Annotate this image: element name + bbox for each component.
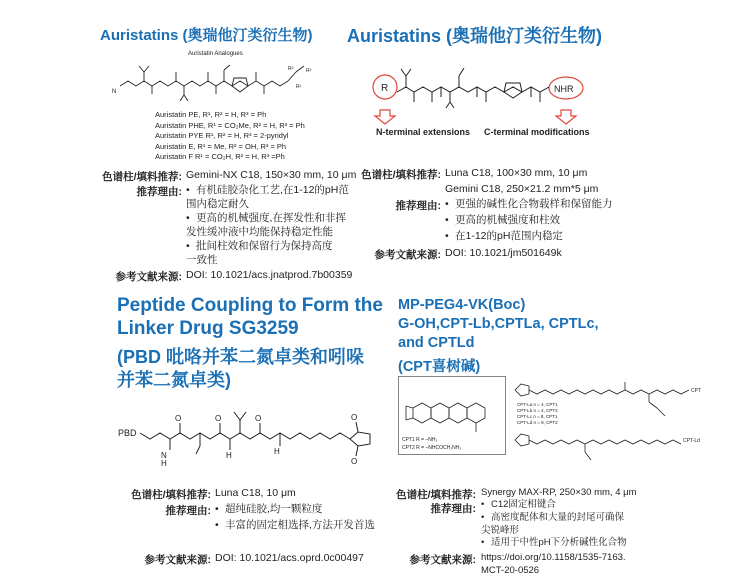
- reason-item: • 适用于中性pH下分析碱性化合物: [481, 537, 627, 548]
- svg-text:O: O: [351, 457, 358, 466]
- svg-text:N: N: [161, 451, 167, 460]
- reason-item: • 在1-12的pH范围内稳定: [445, 230, 563, 242]
- ref-label: 参考文献来源:: [409, 554, 476, 566]
- ref-value-line2: MCT-20-0526: [481, 565, 540, 576]
- cptl-label: CPT-Ld n = 8, CPT2: [517, 420, 558, 425]
- analogue-item: Auristatin PE, R¹, R² = H, R³ = Ph: [155, 110, 267, 119]
- cpt-structure-box: [398, 376, 507, 456]
- svg-text:N: N: [112, 89, 117, 95]
- sg3259-linker-structure: [118, 392, 398, 472]
- analogue-item: Auristatin E, R¹ = Me, R² = OH, R³ = Ph: [155, 141, 287, 151]
- reason-item: • 丰富的固定相选择,方法开发首选: [215, 519, 375, 531]
- reason-item: • 更高的机械强度和柱效: [445, 214, 560, 226]
- column-label: 色谱柱/填料推荐:: [131, 489, 211, 501]
- reason-item: • 更高的机械强度,在挥发性和非挥发性缓冲液中均能保持稳定性能: [186, 212, 346, 238]
- panel4-title-line3: and CPTLd: [398, 335, 475, 351]
- reason-label: 推荐理由:: [430, 503, 476, 515]
- svg-text:H: H: [274, 447, 280, 456]
- ref-value: DOI: 10.1021/jm501649k: [445, 247, 562, 259]
- reason-label: 推荐理由:: [395, 200, 441, 212]
- reason-item: • 有机硅胶杂化工艺,在1-12的pH范围内稳定耐久: [186, 184, 349, 210]
- analogue-item: Auristatin F R¹ = CO₂H, R² = H, R³ =Ph: [155, 152, 285, 161]
- cptl-label: CPT-Lc n = 8, CPT1: [517, 414, 558, 419]
- column-value: Synergy MAX-RP, 250×30 mm, 4 μm: [481, 487, 637, 498]
- column-label: 色谱柱/填料推荐:: [102, 171, 182, 183]
- reason-item: • 批间柱效和保留行为保持高度一致性: [186, 240, 333, 266]
- column-value: Gemini C18, 250×21.2 mm*5 μm: [445, 183, 599, 195]
- panel3-title-line3: (PBD 吡咯并苯二氮卓类和吲哚: [117, 347, 364, 367]
- panel2-title: Auristatins (奥瑞他汀类衍生物): [347, 26, 603, 46]
- ref-value: DOI: 10.1021/acs.oprd.0c00497: [215, 552, 364, 564]
- cpt1-label: CPT1 R = –NH₂: [402, 437, 438, 443]
- panel3-title-line2: Linker Drug SG3259: [117, 318, 299, 339]
- pbd-label: PBD: [118, 428, 137, 438]
- cpt2-label: CPT2 R = –NHCOCH₂NH₂: [402, 445, 462, 451]
- column-label: 色谱柱/填料推荐:: [396, 489, 476, 501]
- auristatin-analogues-structure: [110, 48, 340, 110]
- n-terminal-label: N-terminal extensions: [376, 127, 471, 137]
- reason-label: 推荐理由:: [165, 505, 211, 517]
- svg-text:O: O: [175, 414, 182, 423]
- reason-item: • C12固定相键合: [481, 499, 556, 510]
- ref-label: 参考文献来源:: [374, 249, 441, 261]
- panel4-title-line1: MP-PEG4-VK(Boc): [398, 297, 526, 313]
- r-label: R: [381, 83, 389, 94]
- cpt-linker-structures: [511, 376, 746, 476]
- ref-value: DOI: 10.1021/acs.jnatprod.7b00359: [186, 269, 353, 281]
- structure-caption: Auristatin Analogues: [188, 51, 243, 57]
- svg-text:R²: R²: [288, 66, 294, 72]
- svg-text:H: H: [161, 459, 167, 468]
- reason-item: • 高密度配体和大量的封尾可确保尖锐峰形: [481, 512, 625, 536]
- analogue-item: Auristatin PYE R¹, R² = H, R³ = 2-pyridyl: [155, 131, 289, 140]
- svg-text:O: O: [351, 413, 358, 422]
- column-value: Gemini-NX C18, 150×30 mm, 10 μm: [186, 169, 357, 181]
- cpt-tag: CPT: [691, 388, 701, 394]
- analogue-item: Auristatin PHE, R¹ = CO₂Me, R² = H, R³ = Ph: [155, 120, 305, 130]
- svg-text:R³: R³: [306, 68, 312, 74]
- column-label: 色谱柱/填料推荐:: [361, 169, 441, 181]
- svg-text:R¹: R¹: [296, 84, 302, 90]
- analogue-list: [155, 110, 305, 163]
- reason-item: • 更强的碱性化合物载样和保留能力: [445, 198, 613, 210]
- panel3-title-line4: 并苯二氮卓类): [117, 370, 231, 390]
- reason-item: • 超纯硅胶,均一颗粒度: [215, 503, 323, 515]
- panel4-title-line4: (CPT喜树碱): [398, 359, 481, 375]
- column-value: Luna C18, 100×30 mm, 10 μm: [445, 167, 588, 179]
- panel1-title: Auristatins (奥瑞他汀类衍生物): [100, 27, 313, 44]
- svg-text:O: O: [255, 414, 262, 423]
- ref-label: 参考文献来源:: [144, 554, 211, 566]
- nhr-label: NHR: [554, 84, 574, 94]
- c-terminal-label: C-terminal modifications: [484, 127, 590, 137]
- svg-text:O: O: [215, 414, 222, 423]
- cptl-label: CPT-La n = 4, CPT1: [517, 402, 558, 407]
- ref-label: 参考文献来源:: [115, 271, 182, 283]
- panel3-title-line1: Peptide Coupling to Form the: [117, 295, 383, 316]
- reason-label: 推荐理由:: [136, 186, 182, 198]
- ref-value-line1: https://doi.org/10.1158/1535-7163.: [481, 552, 626, 563]
- cptl-label: CPT-Lb n = 4, CPT2: [517, 408, 558, 413]
- column-value: Luna C18, 10 μm: [215, 487, 296, 499]
- panel4-title-line2: G-OH,CPT-Lb,CPTLa, CPTLc,: [398, 316, 599, 332]
- svg-text:H: H: [226, 451, 232, 460]
- cptld-tag: CPT-Ld: [683, 438, 700, 444]
